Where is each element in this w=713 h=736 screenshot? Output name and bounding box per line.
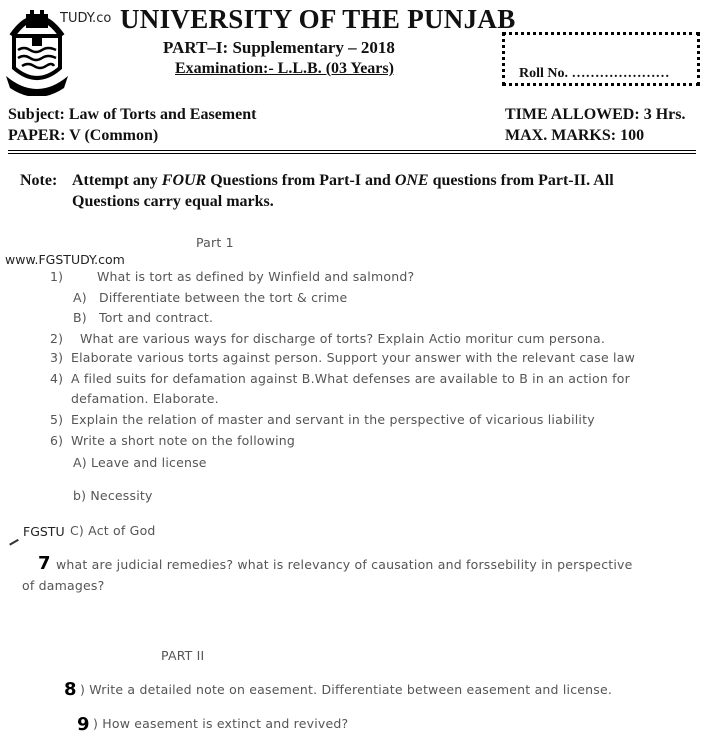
- part1-heading: Part 1: [196, 235, 234, 250]
- q5-number: 5): [50, 412, 64, 427]
- watermark-top: TUDY.co: [60, 11, 112, 26]
- q4-text-continued: defamation. Elaborate.: [71, 391, 219, 406]
- q7-text-continued: of damages?: [22, 578, 105, 593]
- header-divider: [8, 150, 696, 154]
- part2-heading: PART II: [161, 648, 205, 663]
- note-emph-one: ONE: [394, 172, 429, 189]
- part-line: PART–I: Supplementary – 2018: [163, 38, 395, 57]
- roll-no-label: Roll No. …………………: [519, 66, 670, 81]
- q7-number: 7: [38, 553, 51, 574]
- q7-text: what are judicial remedies? what is relevancy of causation and forssebility in perspective: [56, 557, 633, 572]
- q8-text: ) Write a detailed note on easement. Differentiate between easement and license.: [80, 682, 613, 697]
- q5-text: Explain the relation of master and servant in the perspective of vicarious liability: [71, 412, 595, 427]
- note-text-1: Attempt any: [72, 172, 162, 189]
- q8-number: 8: [64, 679, 77, 700]
- note-line-2: Questions carry equal marks.: [72, 193, 274, 210]
- q6-number: 6): [50, 433, 64, 448]
- note-text-3: questions from Part-II. All: [428, 172, 614, 189]
- max-marks: MAX. MARKS: 100: [505, 127, 645, 144]
- site-watermark: www.FGSTUDY.com: [5, 252, 125, 267]
- q9-number: 9: [77, 714, 90, 735]
- q4-text: A filed suits for defamation against B.What defenses are available to B in an action for: [71, 371, 630, 386]
- time-allowed: TIME ALLOWED: 3 Hrs.: [505, 106, 686, 123]
- q9-text: ) How easement is extinct and revived?: [93, 716, 349, 731]
- note-label: Note:: [20, 172, 58, 189]
- q3-number: 3): [50, 350, 64, 365]
- pen-mark: [9, 539, 21, 549]
- exam-line: Examination:- L.L.B. (03 Years): [175, 60, 394, 77]
- q1b-text: Tort and contract.: [99, 310, 214, 325]
- note-text-2: Questions from Part-I and: [206, 172, 395, 189]
- q6b-text: b) Necessity: [73, 488, 153, 503]
- q2-text: What are various ways for discharge of torts? Explain Actio moritur cum persona.: [80, 331, 606, 346]
- roll-no-box: [502, 32, 700, 86]
- q6-text: Write a short note on the following: [71, 433, 296, 448]
- q1-text: What is tort as defined by Winfield and salmond?: [97, 269, 415, 284]
- q3-text: Elaborate various torts against person. Support your answer with the relevant case law: [71, 350, 636, 365]
- q1a-label: A): [73, 290, 87, 305]
- q1-number: 1): [50, 269, 64, 284]
- q2-number: 2): [50, 331, 64, 346]
- q6a-text: A) Leave and license: [73, 455, 207, 470]
- paper-line: PAPER: V (Common): [8, 127, 159, 144]
- q4-number: 4): [50, 371, 64, 386]
- note-emph-four: FOUR: [161, 172, 207, 189]
- watermark-fragment: FGSTU: [23, 524, 65, 539]
- q1b-label: B): [73, 310, 87, 325]
- subject-line: Subject: Law of Torts and Easement: [8, 106, 257, 123]
- q1a-text: Differentiate between the tort & crime: [99, 290, 348, 305]
- note-line-1: [72, 172, 614, 190]
- university-title: UNIVERSITY OF THE PUNJAB: [120, 4, 516, 34]
- q6c-text: C) Act of God: [70, 523, 156, 538]
